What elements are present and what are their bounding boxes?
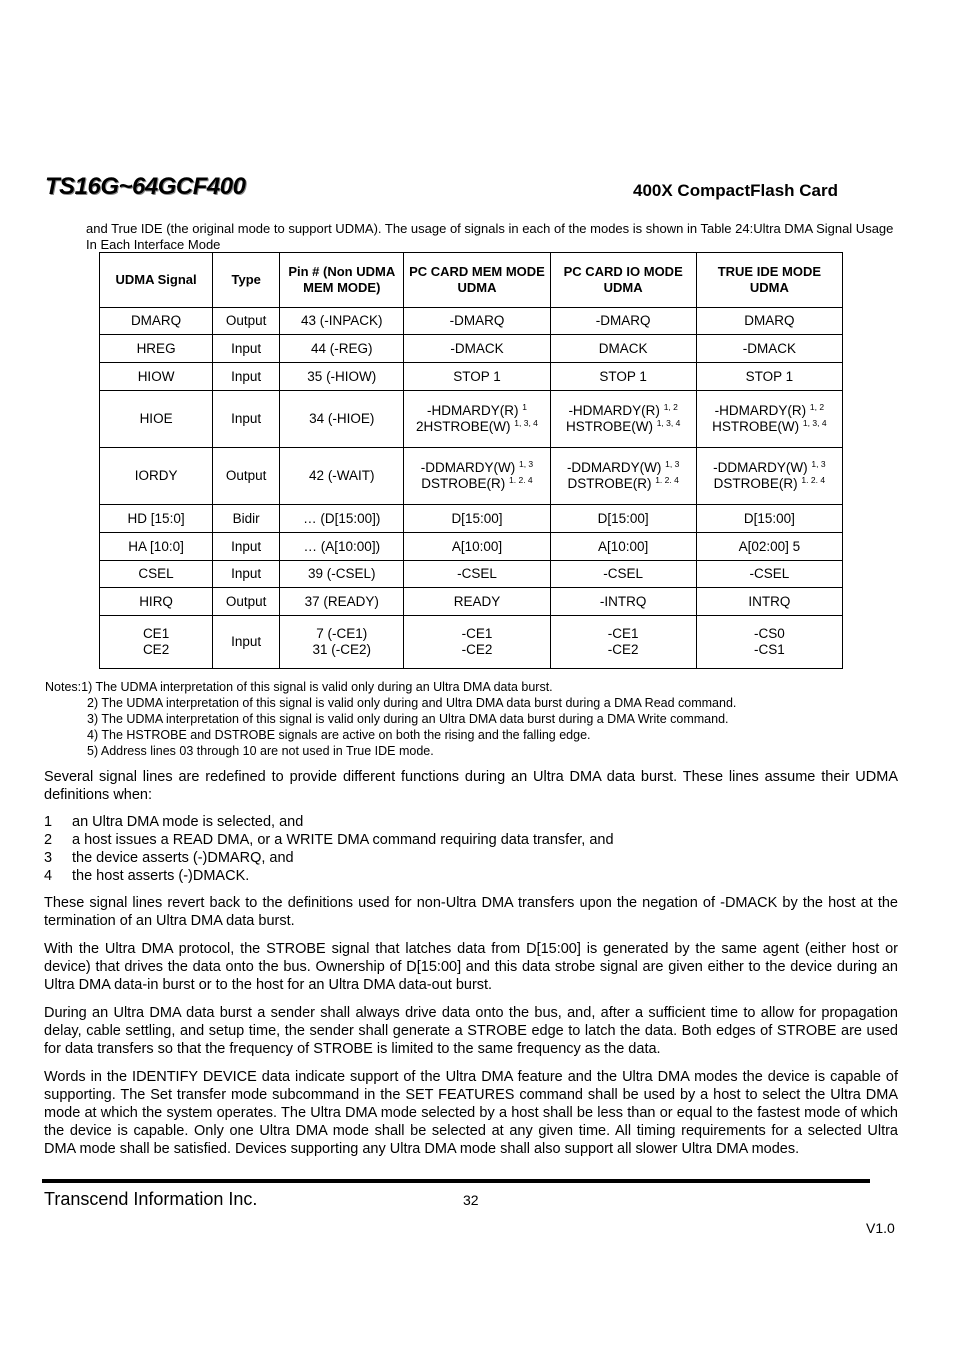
cell-line: -CS1 — [753, 642, 785, 657]
table-cell: Input — [213, 391, 280, 448]
list-item — [44, 867, 614, 885]
cell-line: -HDMARDY(R) — [714, 403, 810, 418]
body-paragraph: Several signal lines are redefined to provide different functions during an Ultra DMA data burst. These lines assume their UDMA definitions when: — [44, 769, 898, 803]
table-cell: Input — [213, 561, 280, 588]
table-cell: 43 (-INPACK) — [280, 308, 404, 335]
list-item — [44, 849, 614, 867]
table-cell: -DMACK — [404, 335, 550, 363]
table-cell: HD [15:0] — [100, 505, 213, 533]
cell-line: -CS0 — [753, 626, 785, 641]
table-row — [100, 588, 843, 616]
table-cell: D[15:00] — [696, 505, 842, 533]
table-row — [100, 363, 843, 391]
note-line: 5) Address lines 03 through 10 are not used in True IDE mode. — [87, 744, 434, 758]
note-line: Notes:1) The UDMA interpretation of this signal is valid only during an Ultra DMA data burst. — [45, 680, 553, 694]
table-cell: DMARQ — [696, 308, 842, 335]
list-text: a host issues a READ DMA, or a WRITE DMA command requiring data transfer, and — [72, 832, 614, 848]
table-cell — [404, 448, 550, 505]
table-cell: -DMARQ — [404, 308, 550, 335]
table-cell — [404, 616, 550, 669]
page-number: 32 — [463, 1192, 479, 1208]
table-cell: A[10:00] — [404, 533, 550, 561]
table-cell: -DMACK — [696, 335, 842, 363]
table-cell: HIRQ — [100, 588, 213, 616]
note-ref: 1. 2. 4 — [509, 475, 533, 485]
cell-line: -DDMARDY(W) — [566, 460, 666, 475]
table-cell: DMACK — [550, 335, 696, 363]
header-cell: PC CARD MEM MODE UDMA — [404, 253, 550, 308]
list-number: 4 — [44, 868, 53, 884]
table-row — [100, 616, 843, 669]
table-cell: -DMARQ — [550, 308, 696, 335]
cell-line: -HDMARDY(R) — [426, 403, 523, 418]
document-model-title: TS16G~64GCF400 — [45, 173, 246, 200]
list-text: an Ultra DMA mode is selected, and — [72, 814, 304, 830]
note-ref: 1, 2 — [663, 402, 678, 412]
cell-line: -CE1 — [461, 626, 493, 641]
table-row — [100, 448, 843, 505]
table-cell: A[10:00] — [550, 533, 696, 561]
note-line: 3) The UDMA interpretation of this signal is valid only during an Ultra DMA data burst during a DMA Write command. — [87, 712, 729, 726]
table-cell: Input — [213, 363, 280, 391]
cell-line: DSTROBE(R) — [421, 476, 510, 491]
table-cell: Output — [213, 448, 280, 505]
header-cell: PC CARD IO MODE UDMA — [550, 253, 696, 308]
cell-line: -DDMARDY(W) — [713, 460, 812, 475]
note-ref: 1 — [522, 402, 527, 412]
table-cell: HA [10:0] — [100, 533, 213, 561]
table-cell: 42 (-WAIT) — [280, 448, 404, 505]
note-line: 4) The HSTROBE and DSTROBE signals are active on both the rising and the falling edge. — [87, 728, 591, 742]
table-row — [100, 561, 843, 588]
header-cell: TRUE IDE MODE UDMA — [696, 253, 842, 308]
cell-line: -CE2 — [461, 642, 493, 657]
table-cell — [550, 616, 696, 669]
table-cell — [280, 616, 404, 669]
table-row — [100, 335, 843, 363]
body-paragraph: These signal lines revert back to the definitions used for non-Ultra DMA transfers upon the negation of -DMACK by the host at the termination of an Ultra DMA data burst. — [44, 895, 898, 929]
table-cell: … (A[10:00]) — [280, 533, 404, 561]
table-cell: STOP 1 — [550, 363, 696, 391]
table-cell: DMARQ — [100, 308, 213, 335]
cell-line: -CE1 — [607, 626, 639, 641]
table-cell: 35 (-HIOW) — [280, 363, 404, 391]
note-ref: 1, 2 — [809, 402, 825, 412]
note-ref: 1. 2. 4 — [655, 475, 679, 485]
cell-line: -DDMARDY(W) — [420, 460, 519, 475]
header-cell: UDMA Signal — [100, 253, 213, 308]
table-cell: 34 (-HIOE) — [280, 391, 404, 448]
body-paragraph: During an Ultra DMA data burst a sender shall always drive data onto the bus, and, after a sufficient time to allow for propagation delay, cable settling, and setup time, the sender shall generate a STROBE edge to latch the data. Both edges of STROBE are used for data transfers so that the frequency of STROBE is limited to the same frequency as the data. — [44, 1005, 898, 1057]
table-row — [100, 533, 843, 561]
header-cell: Pin # (Non UDMA MEM MODE) — [280, 253, 404, 308]
intro-paragraph: and True IDE (the original mode to support UDMA). The usage of signals in each of the modes is shown in Table 24:Ultra DMA Signal Usage In Each Interface Mode — [86, 221, 894, 252]
cell-line: 2HSTROBE(W) — [416, 419, 515, 434]
table-cell: HREG — [100, 335, 213, 363]
note-line: 2) The UDMA interpretation of this signal is valid only during and Ultra DMA data burst during a DMA Read command. — [87, 696, 737, 710]
list-item — [44, 813, 614, 831]
table-cell — [550, 391, 696, 448]
table-cell — [404, 391, 550, 448]
note-ref: 1. 2. 4 — [801, 475, 826, 485]
note-ref: 1, 3 — [518, 459, 534, 469]
table-cell — [696, 391, 842, 448]
table-row — [100, 391, 843, 448]
table-row — [100, 505, 843, 533]
table-cell: -INTRQ — [550, 588, 696, 616]
list-text: the host asserts (-)DMACK. — [72, 868, 250, 884]
note-ref: 1, 3, 4 — [656, 418, 681, 428]
note-ref: 1, 3, 4 — [514, 418, 538, 428]
table-cell: INTRQ — [696, 588, 842, 616]
note-ref: 1, 3 — [811, 459, 826, 469]
footer-divider — [42, 1179, 870, 1183]
table-cell — [550, 448, 696, 505]
cell-line: DSTROBE(R) — [567, 476, 656, 491]
table-cell: Bidir — [213, 505, 280, 533]
table-row — [100, 308, 843, 335]
udma-signal-table — [99, 252, 843, 669]
table-cell: -CSEL — [550, 561, 696, 588]
table-cell: HIOE — [100, 391, 213, 448]
document-product-title: 400X CompactFlash Card — [633, 181, 839, 200]
cell-line: 7 (-CE1) — [316, 626, 368, 641]
cell-line: 31 (-CE2) — [312, 642, 372, 657]
table-cell: -CSEL — [404, 561, 550, 588]
cell-line: -HDMARDY(R) — [568, 403, 664, 418]
table-cell: Output — [213, 588, 280, 616]
cell-line: HSTROBE(W) — [565, 419, 657, 434]
body-paragraph: With the Ultra DMA protocol, the STROBE signal that latches data from D[15:00] is generated by the same agent (either host or device) that drives the data onto the bus. Ownership of D[15:00] and this data strobe signal are given either to the device during an Ultra DMA data-in burst or to the host for an Ultra DMA data-out burst. — [44, 941, 898, 993]
list-number: 3 — [44, 850, 53, 866]
table-cell: A[02:00] 5 — [696, 533, 842, 561]
table-header-row — [100, 253, 843, 308]
table-cell: CSEL — [100, 561, 213, 588]
table-cell: Input — [213, 335, 280, 363]
table-cell: READY — [404, 588, 550, 616]
body-paragraph: Words in the IDENTIFY DEVICE data indicate support of the Ultra DMA feature and the Ultra DMA modes the device is capable of supporting. The Set transfer mode subcommand in the SET FEATURES command shall be used by a host to select the Ultra DMA mode at which the system operates. The Ultra DMA mode selected by a host shall be less than or equal to the fastest mode of which the device is capable. Only one Ultra DMA mode shall be selected at any given time. All timing requirements for a selected Ultra DMA mode shall be satisfied. Devices supporting any Ultra DMA mode shall also support all slower Ultra DMA modes. — [44, 1069, 898, 1157]
table-cell — [696, 616, 842, 669]
cell-line: DSTROBE(R) — [713, 476, 802, 491]
table-cell: D[15:00] — [550, 505, 696, 533]
note-ref: 1, 3, 4 — [802, 418, 827, 428]
table-notes — [45, 679, 905, 759]
table-cell: 37 (READY) — [280, 588, 404, 616]
cell-line: -CE2 — [607, 642, 639, 657]
table-cell: Input — [213, 533, 280, 561]
table-cell: D[15:00] — [404, 505, 550, 533]
table-cell: … (D[15:00]) — [280, 505, 404, 533]
header-cell: Type — [213, 253, 280, 308]
table-cell: Input — [213, 616, 280, 669]
table-cell: HIOW — [100, 363, 213, 391]
table-cell: 44 (-REG) — [280, 335, 404, 363]
table-cell: Output — [213, 308, 280, 335]
table-cell: IORDY — [100, 448, 213, 505]
list-number: 1 — [44, 814, 53, 830]
note-ref: 1, 3 — [665, 459, 680, 469]
list-item — [44, 831, 614, 849]
document-version: V1.0 — [866, 1220, 895, 1236]
table-cell: 39 (-CSEL) — [280, 561, 404, 588]
cell-line: CE2 — [142, 642, 170, 657]
table-cell — [100, 616, 213, 669]
table-cell: STOP 1 — [404, 363, 550, 391]
table-cell — [696, 448, 842, 505]
cell-line: HSTROBE(W) — [712, 419, 803, 434]
cell-line: CE1 — [142, 626, 170, 641]
list-text: the device asserts (-)DMARQ, and — [72, 850, 294, 866]
condition-list — [44, 813, 614, 885]
list-number: 2 — [44, 832, 53, 848]
footer-company: Transcend Information Inc. — [44, 1189, 258, 1209]
table-cell: -CSEL — [696, 561, 842, 588]
table-cell: STOP 1 — [696, 363, 842, 391]
